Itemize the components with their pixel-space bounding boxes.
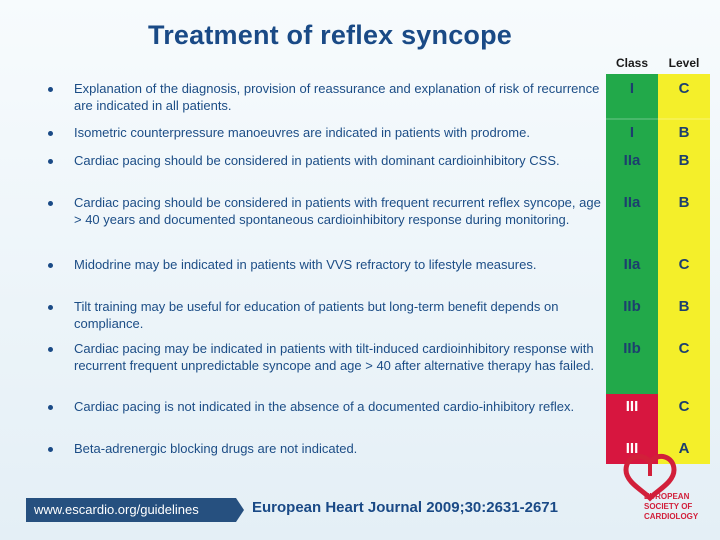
class-cell: IIb <box>623 298 641 315</box>
heart-cross <box>648 464 652 476</box>
url-arrow <box>236 498 244 522</box>
class-cell: III <box>625 398 639 415</box>
recommendation-text: Cardiac pacing may be indicated in patients with tilt-induced cardioinhibitory response with recurrent frequent unpredictable syncope and age > 40 after alternative therapy has failed. <box>74 341 594 373</box>
class-cell: III <box>625 440 639 457</box>
recommendation-text: Cardiac pacing should be considered in patients with dominant cardioinhibitory CSS. <box>74 153 560 168</box>
class-cell: IIa <box>623 194 641 211</box>
level-cell: C <box>678 340 690 357</box>
esc-logo-name: EUROPEAN SOCIETY OF CARDIOLOGY <box>644 492 699 521</box>
bullet-icon <box>48 347 53 352</box>
page-title: Treatment of reflex syncope <box>148 20 513 50</box>
recommendation-text: Cardiac pacing should be considered in patients with frequent recurrent reflex syncope, age > 40 years and documented spontaneous cardioinhibitory response during monitoring. <box>74 195 601 227</box>
recommendation-text: Midodrine may be indicated in patients with VVS refractory to lifestyle measures. <box>74 257 537 272</box>
level-cell: B <box>678 194 690 211</box>
bullet-icon <box>48 447 53 452</box>
recommendation-text: Isometric counterpressure manoeuvres are indicated in patients with prodrome. <box>74 125 530 140</box>
guidelines-url-link[interactable]: www.escardio.org/guidelines <box>26 498 236 522</box>
level-cell: A <box>678 440 690 457</box>
level-cell: B <box>678 298 690 315</box>
level-cell: B <box>678 152 690 169</box>
class-cell: IIa <box>623 152 641 169</box>
level-cell: C <box>678 398 690 415</box>
level-column-header: Level <box>668 56 700 70</box>
bullet-icon <box>48 159 53 164</box>
bullet-icon <box>48 131 53 136</box>
bullet-icon <box>48 87 53 92</box>
bullet-icon <box>48 305 53 310</box>
bullet-icon <box>48 201 53 206</box>
level-cell: B <box>678 124 690 141</box>
recommendation-text: Beta-adrenergic blocking drugs are not indicated. <box>74 441 358 456</box>
class-cell: I <box>629 124 635 141</box>
level-cell: C <box>678 80 690 97</box>
recommendation-text: Tilt training may be useful for education of patients but long-term benefit depends on compliance. <box>74 299 559 331</box>
class-column-header: Class <box>615 56 649 70</box>
recommendation-text: Cardiac pacing is not indicated in the absence of a documented cardio-inhibitory reflex. <box>74 399 575 414</box>
bullet-icon <box>48 263 53 268</box>
esc-logo-text <box>644 492 714 522</box>
level-cell: C <box>678 256 690 273</box>
class-cell: IIb <box>623 340 641 357</box>
bullet-icon <box>48 405 53 410</box>
class-cell: I <box>629 80 635 97</box>
class-cell: IIa <box>623 256 641 273</box>
journal-citation: European Heart Journal 2009;30:2631-2671 <box>252 499 558 516</box>
recommendation-text: Explanation of the diagnosis, provision of reassurance and explanation of risk of recurrence are indicated in all patients. <box>74 81 600 113</box>
